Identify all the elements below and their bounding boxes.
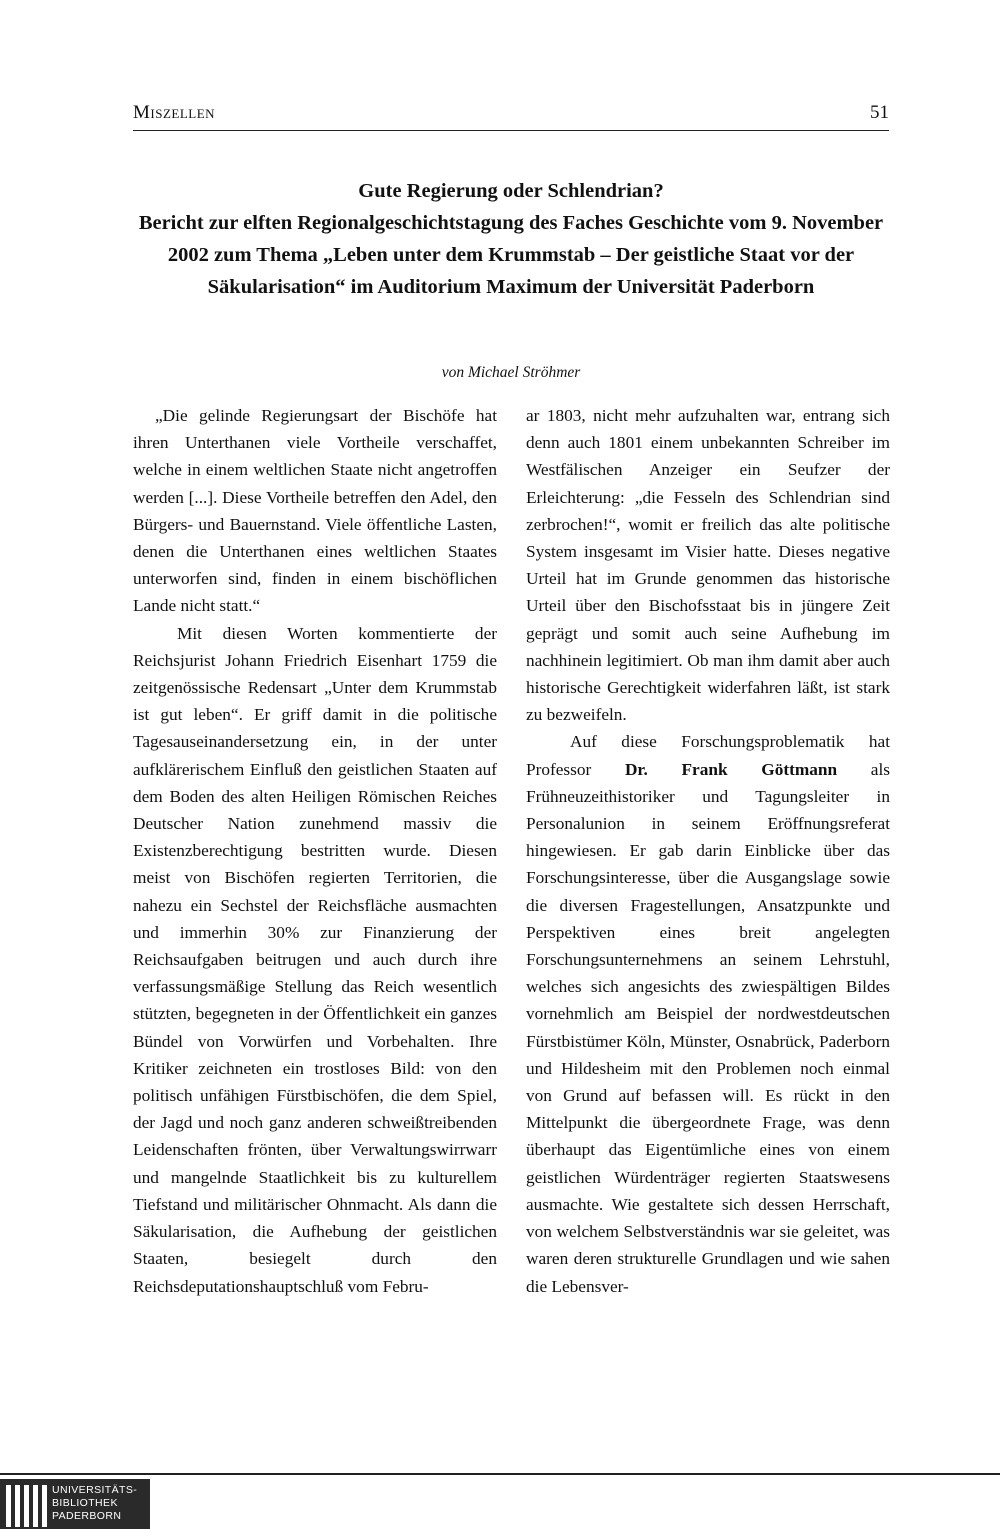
logo-line: PADERBORN bbox=[52, 1510, 122, 1522]
article-heading bbox=[133, 175, 889, 303]
section-label: Miszellen bbox=[133, 102, 216, 123]
logo-text bbox=[52, 1484, 137, 1523]
right-column bbox=[526, 402, 890, 1300]
body-paragraph: Mit diesen Worten kommentierte der Reichsjurist Johann Friedrich Eisenhart 1759 die zeitgenössische Redensart „Unter dem Krummstab ist gut leben“. Er griff damit in die politische Tagesauseinandersetzung ein, in der unter aufklärerischem Einfluß den geistlichen Staaten auf dem Boden des alten Heiligen Römischen Reiches Deutscher Nation zunehmend massiv die Existenzberechtigung bestritten wurde. Diesen meist von Bischöfen regierten Territorien, die nahezu ein Sechstel der Reichsfläche ausmachten und immerhin 30% zur Finanzierung der Reichsaufgaben beitrugen und auch durch ihre verfassungsmäßige Stellung das Reich wesentlich stützten, begegneten in der Öffentlichkeit ein ganzes Bündel von Vorwürfen und Vorbehalten. Ihre Kritiker zeichneten ein trostloses Bild: von den politisch unfähigen Fürstbischöfen, die dem Spiel, der Jagd und noch ganz anderen schweißtreibenden Leidenschaften frönten, über Verwaltungswirrwarr und mangelnde Staatlichkeit bis zu kulturellem Tiefstand und militärischer Ohnmacht. Als dann die Säkularisation, die Aufhebung der geistlichen Staaten, besiegelt durch den Reichsdeputationshauptschluß vom Febru- bbox=[133, 623, 497, 1296]
logo-bars-icon bbox=[4, 1481, 46, 1527]
left-column bbox=[133, 402, 497, 1300]
library-logo bbox=[0, 1479, 150, 1529]
paragraph-text: als Frühneuzeithistoriker und Tagungsleiter in Personalunion in seinem Eröffnungsreferat hingewiesen. Er gab darin Einblicke über das Forschungsinteresse, über die Ausgangslage sowie die diversen Fragestellungen, Ansatzpunkte und Perspektiven eines breit angelegten Forschungsunternehmens an seinem Lehrstuhl, welches sich angesichts des zwiespältigen Bildes vornehmlich am Beispiel der nordwestdeutschen Fürstbistümer Köln, Münster, Osnabrück, Paderborn und Hildesheim mit den Problemen noch einmal von Grund auf befassen will. Es rückt in den Mittelpunkt die übergeordnete Frage, was denn überhaupt das Eigentümliche eines von einem geistlichen Würdenträger regierten Staatswesens ausmachte. Wie gestaltete sich dessen Herrschaft, von welchem Selbstverständnis war sie geleitet, was waren deren strukturelle Grundlagen und wie sahen die Lebensver- bbox=[526, 759, 890, 1296]
quote-paragraph: „Die gelinde Regierungsart der Bischöfe hat ihren Unterthanen viele Vortheile verschaffet, welche in einem weltlichen Staate nicht angetroffen werden [...]. Diese Vortheile betreffen den Adel, den Bürgers- und Bauernstand. Viele öffentliche Lasten, denen die Unterthanen eines weltlichen Staates unterworfen sind, finden in einem bischöflichen Lande nicht statt.“ bbox=[133, 406, 497, 616]
article-subtitle: Bericht zur elften Regionalgeschichtstagung des Faches Geschichte vom 9. November 2002 zum Thema „Leben unter dem Krummstab – Der geistliche Staat vor der Säkularisation“ im Auditorium Maximum der Universität Paderborn bbox=[138, 212, 884, 298]
article-title: Gute Regierung oder Schlendrian? bbox=[358, 180, 664, 202]
running-head bbox=[133, 100, 889, 131]
logo-line: UNIVERSITÄTS- bbox=[52, 1484, 138, 1496]
body-paragraph bbox=[526, 728, 890, 1299]
body-paragraph-continued: ar 1803, nicht mehr aufzuhalten war, entrang sich denn auch 1801 einem unbekannten Schreiber im Westfälischen Anzeiger ein Seufzer der Erleichterung: „die Fesseln des Schlendrian sind zerbrochen!“, womit er freilich das alte politische System insgesamt im Visier hatte. Dieses negative Urteil hat im Grunde genommen das historische Urteil über den Bischofsstaat bis in jüngere Zeit geprägt und somit auch seine Aufhebung im nachhinein legitimiert. Ob man ihm damit aber auch historische Gerechtigkeit widerfahren läßt, ist stark zu bezweifeln. bbox=[526, 406, 890, 725]
speaker-name: Dr. Frank Göttmann bbox=[624, 759, 838, 779]
page-number: 51 bbox=[870, 102, 889, 123]
logo-line: BIBLIOTHEK bbox=[52, 1497, 118, 1509]
author-byline: von Michael Ströhmer bbox=[441, 364, 581, 381]
footer-rule bbox=[0, 1473, 1000, 1475]
paragraph-text: Auf diese Forschungsproblematik hat Professor bbox=[526, 732, 890, 779]
